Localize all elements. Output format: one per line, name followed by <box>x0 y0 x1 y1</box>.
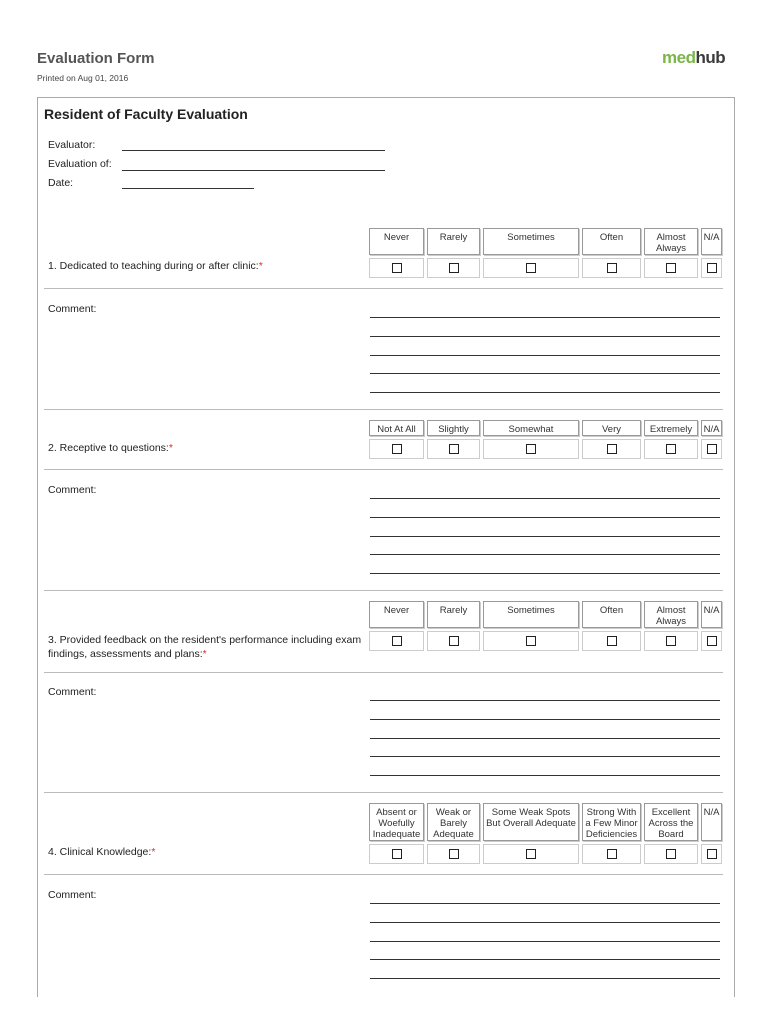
q3-comment-line[interactable] <box>370 700 720 701</box>
comment-label: Comment: <box>48 686 97 698</box>
checkbox-cell <box>369 258 424 278</box>
scale-header-often: Often <box>582 601 641 628</box>
scale-header-na: N/A <box>701 228 722 255</box>
q3-comment-line[interactable] <box>370 756 720 757</box>
q3-often-checkbox[interactable] <box>607 636 617 646</box>
checkbox-cell <box>427 439 480 459</box>
q4-comment-line[interactable] <box>370 959 720 960</box>
checkbox-cell <box>644 844 698 864</box>
scale-header-na: N/A <box>701 601 722 628</box>
question-text: 4. Clinical Knowledge: <box>48 846 152 858</box>
checkbox-cell <box>369 844 424 864</box>
q1-comment-line[interactable] <box>370 373 720 374</box>
required-marker: * <box>168 442 173 454</box>
q1-na-checkbox[interactable] <box>707 263 717 273</box>
logo-med-text: med <box>662 48 696 67</box>
printed-date: Printed on Aug 01, 2016 <box>37 73 129 83</box>
q1-rarely-checkbox[interactable] <box>449 263 459 273</box>
rating-scale-q3 <box>369 601 723 653</box>
checkbox-cell <box>483 439 579 459</box>
evaluation-of-label: Evaluation of: <box>48 158 112 170</box>
question-text: 3. Provided feedback on the resident's performance including exam findings, assessments and plans: <box>48 634 362 660</box>
form-title: Resident of Faculty Evaluation <box>44 106 248 122</box>
q2-slightly-checkbox[interactable] <box>449 444 459 454</box>
scale-header-almost-always: Almost Always <box>644 228 698 255</box>
separator <box>44 874 723 875</box>
checkbox-cell <box>582 439 641 459</box>
separator <box>44 590 723 591</box>
scale-header-often: Often <box>582 228 641 255</box>
checkbox-cell <box>427 631 480 651</box>
scale-header-somewhat: Somewhat <box>483 420 579 436</box>
checkbox-cell <box>369 631 424 651</box>
question-text: 2. Receptive to questions: <box>48 442 169 454</box>
rating-scale-q4 <box>369 803 723 866</box>
checkbox-cell <box>644 631 698 651</box>
date-field[interactable] <box>122 188 254 189</box>
checkbox-cell <box>483 844 579 864</box>
question-3-label <box>48 633 363 661</box>
q1-comment-line[interactable] <box>370 355 720 356</box>
q1-comment-line[interactable] <box>370 392 720 393</box>
medhub-logo <box>662 48 725 68</box>
q2-comment-line[interactable] <box>370 573 720 574</box>
checkbox-cell <box>582 631 641 651</box>
scale-header-slightly: Slightly <box>427 420 480 436</box>
scale-header-sometimes: Sometimes <box>483 228 579 255</box>
scale-header-not-at-all: Not At All <box>369 420 424 436</box>
scale-header-never: Never <box>369 228 424 255</box>
required-marker: * <box>258 260 263 272</box>
scale-header-rarely: Rarely <box>427 228 480 255</box>
comment-label: Comment: <box>48 484 97 496</box>
q4-na-checkbox[interactable] <box>707 849 717 859</box>
scale-header-excellent: Excellent Across the Board <box>644 803 698 841</box>
scale-header-rarely: Rarely <box>427 601 480 628</box>
q3-rarely-checkbox[interactable] <box>449 636 459 646</box>
date-label: Date: <box>48 177 74 189</box>
q3-comment-line[interactable] <box>370 738 720 739</box>
question-1-label <box>48 259 363 273</box>
comment-label: Comment: <box>48 889 97 901</box>
q1-comment-line[interactable] <box>370 317 720 318</box>
evaluator-label: Evaluator: <box>48 139 96 151</box>
q3-na-checkbox[interactable] <box>707 636 717 646</box>
scale-header-some-weak-spots: Some Weak Spots But Overall Adequate <box>483 803 579 841</box>
scale-header-almost-always: Almost Always <box>644 601 698 628</box>
q4-comment-line[interactable] <box>370 978 720 979</box>
scale-header-na: N/A <box>701 803 722 841</box>
evaluation-of-field[interactable] <box>122 170 385 171</box>
separator <box>44 672 723 673</box>
q2-not-at-all-checkbox[interactable] <box>392 444 402 454</box>
separator <box>44 409 723 410</box>
q1-almost-always-checkbox[interactable] <box>666 263 676 273</box>
rating-scale-q1 <box>369 228 723 280</box>
q4-comment-line[interactable] <box>370 903 720 904</box>
q3-sometimes-checkbox[interactable] <box>526 636 536 646</box>
checkbox-cell <box>701 844 722 864</box>
scale-header-never: Never <box>369 601 424 628</box>
q2-comment-line[interactable] <box>370 517 720 518</box>
q4-absent-inadequate-checkbox[interactable] <box>392 849 402 859</box>
q1-never-checkbox[interactable] <box>392 263 402 273</box>
q3-comment-line[interactable] <box>370 719 720 720</box>
separator <box>44 792 723 793</box>
scale-header-extremely: Extremely <box>644 420 698 436</box>
evaluator-field[interactable] <box>122 150 385 151</box>
q2-comment-line[interactable] <box>370 498 720 499</box>
comment-label: Comment: <box>48 303 97 315</box>
checkbox-cell <box>427 258 480 278</box>
scale-header-na: N/A <box>701 420 722 436</box>
scale-header-weak-barely-adequate: Weak or Barely Adequate <box>427 803 480 841</box>
q2-na-checkbox[interactable] <box>707 444 717 454</box>
logo-hub-text: hub <box>695 48 726 67</box>
checkbox-cell <box>701 439 722 459</box>
separator <box>44 288 723 289</box>
q2-very-checkbox[interactable] <box>607 444 617 454</box>
question-2-label <box>48 441 363 455</box>
scale-header-absent-inadequate: Absent or Woefully Inadequate <box>369 803 424 841</box>
q4-excellent-checkbox[interactable] <box>666 849 676 859</box>
q2-comment-line[interactable] <box>370 536 720 537</box>
q1-sometimes-checkbox[interactable] <box>526 263 536 273</box>
checkbox-cell <box>582 258 641 278</box>
checkbox-cell <box>644 439 698 459</box>
q4-some-weak-spots-checkbox[interactable] <box>526 849 536 859</box>
checkbox-cell <box>701 631 722 651</box>
rating-scale-q2 <box>369 420 723 461</box>
checkbox-cell <box>483 258 579 278</box>
page-title: Evaluation Form <box>37 50 155 67</box>
separator <box>44 469 723 470</box>
q3-never-checkbox[interactable] <box>392 636 402 646</box>
scale-header-strong-minor-deficiencies: Strong With a Few Minor Deficiencies <box>582 803 641 841</box>
q1-comment-line[interactable] <box>370 336 720 337</box>
q2-somewhat-checkbox[interactable] <box>526 444 536 454</box>
checkbox-cell <box>483 631 579 651</box>
question-text: 1. Dedicated to teaching during or after clinic: <box>48 260 259 272</box>
checkbox-cell <box>427 844 480 864</box>
required-marker: * <box>202 648 207 660</box>
q4-weak-barely-adequate-checkbox[interactable] <box>449 849 459 859</box>
required-marker: * <box>151 846 156 858</box>
q2-comment-line[interactable] <box>370 554 720 555</box>
scale-header-very: Very <box>582 420 641 436</box>
q4-comment-line[interactable] <box>370 922 720 923</box>
scale-header-sometimes: Sometimes <box>483 601 579 628</box>
q4-strong-minor-deficiencies-checkbox[interactable] <box>607 849 617 859</box>
q1-often-checkbox[interactable] <box>607 263 617 273</box>
checkbox-cell <box>582 844 641 864</box>
q3-comment-line[interactable] <box>370 775 720 776</box>
q4-comment-line[interactable] <box>370 941 720 942</box>
q2-extremely-checkbox[interactable] <box>666 444 676 454</box>
checkbox-cell <box>369 439 424 459</box>
q3-almost-always-checkbox[interactable] <box>666 636 676 646</box>
checkbox-cell <box>644 258 698 278</box>
checkbox-cell <box>701 258 722 278</box>
question-4-label <box>48 845 363 859</box>
